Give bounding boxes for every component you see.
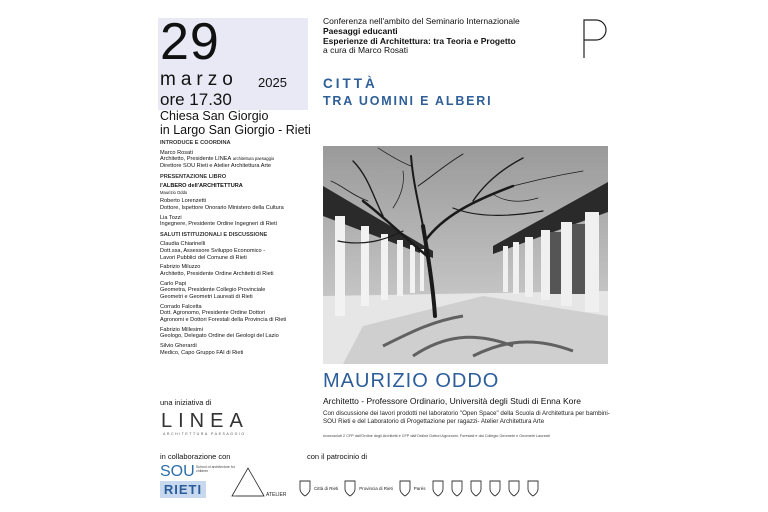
program-person-role2: Direttore SOU Rieti e Atelier Architettura Arte (160, 162, 271, 169)
program-person-role2: Agronomi e Dottori Forestali della Provincia di Rieti (160, 316, 287, 323)
program-person-name: l'ALBERO dell'ARCHITETTURA (160, 183, 243, 190)
event-time: ore 17.30 (160, 90, 232, 109)
crest-icon (526, 479, 540, 497)
patronage-logos (298, 475, 623, 501)
program-person-name: Fabrizio Millesimi (160, 326, 203, 333)
patron-logo (398, 479, 426, 497)
event-description: Con discussione dei lavori prodotti nel laboratorio "Open Space" della Scuola di Architettura per bambini- SOU Rieti e del Laboratorio di Progettazione per ragazzi- Atelier Architettura Arte (323, 410, 610, 425)
linea-logo-subtitle: ARCHITETTURA PAESAGGIO (163, 432, 246, 436)
program-entry (160, 215, 325, 228)
patron-logo (507, 479, 521, 497)
program-person-role: Architetto, Presidente LINEA (160, 156, 232, 163)
event-day: 29 (160, 13, 220, 71)
program-person-name: Silvio Gherardi (160, 343, 197, 350)
patronage-label: con il patrocinio di (307, 452, 368, 461)
program-entry (160, 183, 325, 195)
speaker-name: MAURIZIO ODDO (323, 370, 500, 392)
program-entry (160, 150, 325, 170)
crest-icon (298, 479, 312, 497)
program-role-small: architettura paesaggio (232, 156, 275, 162)
crest-icon (507, 479, 521, 497)
program-person-role: Architetto, Presidente Ordine Architetti di Rieti (160, 271, 274, 278)
patron-logo (488, 479, 502, 497)
program-person-role: Geometra, Presidente Collegio Provinciale (160, 287, 266, 294)
program-entry (160, 281, 325, 301)
event-location-line1: Chiesa San Giorgio (160, 109, 269, 123)
tree-courtyard-photo (323, 146, 608, 364)
program-person-role2: Geometri e Geometri Laureati di Rieti (160, 294, 253, 300)
title-line1: CITTÀ (323, 76, 378, 91)
program-person-role: Ingegnere, Presidente Ordine Ingegneri di Rieti (160, 221, 277, 228)
crest-icon (343, 479, 357, 497)
patron-logo-name: Città di Rieti (314, 485, 339, 491)
program-entry (160, 343, 325, 356)
speaker-role: Architetto - Professore Ordinario, Università degli Studi di Enna Kore (323, 396, 581, 406)
collaboration-label: in collaborazione con (160, 452, 231, 461)
paesaggi-p-logo (580, 18, 610, 60)
program-entry (160, 241, 325, 261)
program-entry (160, 198, 325, 211)
program-person-role: Geologo, Delegato Ordine dei Geologi del Lazio (160, 333, 279, 340)
crest-icon (450, 479, 464, 497)
conference-line1: Conferenza nell'ambito del Seminario Internazionale (323, 16, 520, 26)
program-person-role: Medico, Capo Gruppo FAI di Rieti (160, 349, 244, 356)
program-section-heading: SALUTI ISTITUZIONALI E DISCUSSIONE (160, 231, 268, 238)
program-person-name: Claudia Chiarinelli (160, 241, 206, 248)
event-location-line2: in Largo San Giorgio - Rieti (160, 123, 311, 137)
program-person-name: Roberto Lorenzetti (160, 198, 207, 205)
patron-logo (450, 479, 464, 497)
program-person-role2: Lavori Pubblici del Comune di Rieti (160, 254, 247, 261)
program-person-name: Lia Tozzi (160, 214, 182, 221)
sou-logo: SOU (160, 463, 195, 480)
program-section-heading: PRESENTAZIONE LIBRO (160, 173, 227, 180)
patron-logo (431, 479, 445, 497)
program-list (160, 140, 325, 356)
atelier-logo-text: ATELIER (266, 492, 286, 498)
program-person-name: Marco Rosati (160, 149, 193, 156)
program-entry (160, 264, 325, 277)
conference-line2: Paesaggi educanti (323, 25, 398, 36)
conference-line3: Esperienze di Architettura: tra Teoria e Progetto (323, 35, 516, 46)
program-role-line (160, 156, 325, 163)
program-person-role: Dott. Agronomo, Presidente Ordine Dottori (160, 310, 266, 317)
credits-note: riconosciuti 2 CFP dall'Ordine degli Architetti e CFP dall'Ordine Dottori Agronomi, Forestali e dal Collegio Geometri e Geometri Laureati (323, 434, 550, 438)
patron-logo (298, 479, 338, 497)
program-author: Maurizio Oddo (160, 189, 188, 195)
title-line2: TRA UOMINI E ALBERI (323, 94, 493, 108)
patron-logo (469, 479, 483, 497)
program-section-heading: INTRODUCE E COORDINA (160, 140, 231, 146)
patron-logo (343, 479, 393, 497)
program-person-role: Dottore, Ispettore Onorario Ministero della Cultura (160, 204, 284, 211)
patron-logo (526, 479, 540, 497)
conference-line4: a cura di Marco Rosati (323, 45, 409, 56)
atelier-logo (226, 462, 286, 502)
program-person-name: Carlo Papi (160, 280, 187, 287)
rieti-logo: RIETI (160, 481, 206, 498)
program-person-name: Fabrizio Miluzzo (160, 264, 201, 271)
conference-header (323, 17, 583, 56)
event-month: marzo (160, 69, 238, 90)
patron-logo-name: Provincia di Rieti (359, 485, 393, 491)
program-person-role: Dott.ssa, Assessore Sviluppo Economico - (160, 248, 266, 255)
initiative-label: una iniziativa di (160, 398, 212, 407)
patron-logo-name: Parés (413, 485, 426, 491)
crest-icon (431, 479, 445, 497)
program-entry (160, 327, 325, 340)
program-person-name: Corrado Falcetta (160, 303, 202, 310)
crest-icon (488, 479, 502, 497)
linea-logo: LINEA (161, 410, 249, 432)
crest-icon (398, 479, 412, 497)
sou-logo-subtitle: School of architecture for children (196, 465, 235, 473)
event-year: 2025 (258, 75, 287, 90)
program-entry (160, 304, 325, 324)
crest-icon (469, 479, 483, 497)
